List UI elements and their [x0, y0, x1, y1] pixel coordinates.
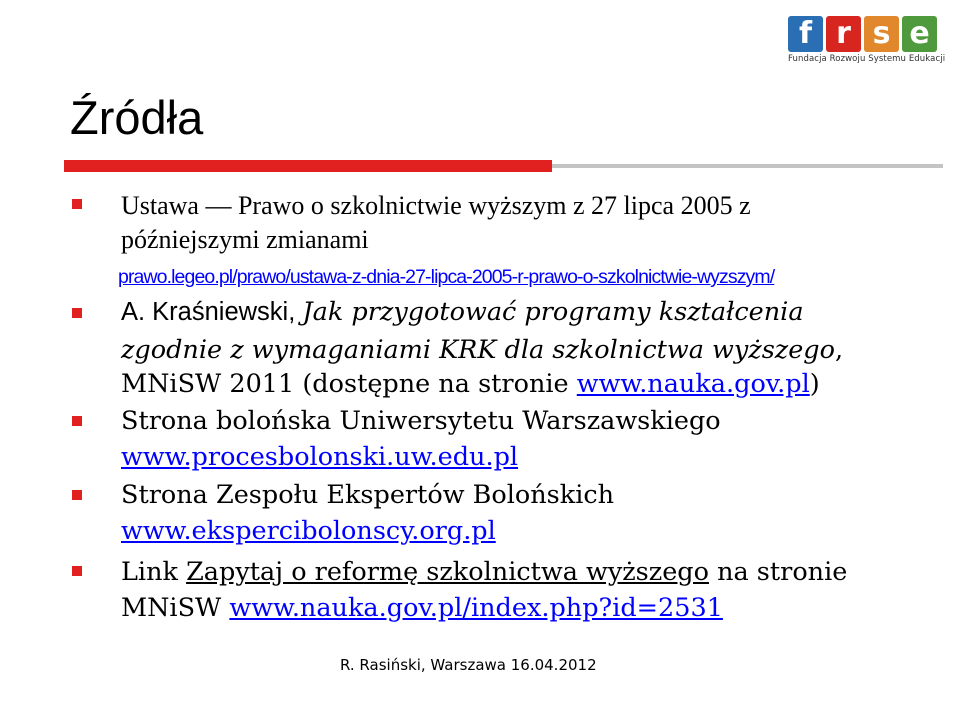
- item-2-comma: ,: [835, 335, 844, 365]
- item-1-url-link[interactable]: prawo.legeo.pl/prawo/ustawa-z-dnia-27-lipca-2005-r-prawo-o-szkolnictwie-wyzszym/: [118, 266, 775, 288]
- item-2-title-part-2: zgodnie z wymaganiami KRK dla szkolnictwa wyższego: [121, 335, 835, 365]
- item-3-line-1: Strona bolońska Uniwersytetu Warszawskiego: [121, 406, 721, 436]
- ekspercibolonscy-link[interactable]: www.ekspercibolonscy.org.pl: [121, 516, 496, 546]
- title-underline-gray: [552, 164, 943, 168]
- procesbolonski-link[interactable]: www.procesbolonski.uw.edu.pl: [121, 442, 519, 472]
- item-3-line-2: [121, 442, 518, 472]
- item-2-line-2: [121, 335, 843, 365]
- logo-letter-r: r: [826, 16, 861, 52]
- bullet-4: [72, 490, 82, 500]
- item-5-suffix: na stronie: [708, 557, 848, 587]
- item-2-author: A. Kraśniewski,: [121, 298, 303, 326]
- bullet-3: [72, 416, 82, 426]
- item-1-line-2: późniejszymi zmianami: [121, 225, 369, 254]
- logo-letter-f: f: [788, 16, 823, 52]
- item-5-line-2-text: MNiSW: [121, 593, 230, 623]
- item-2-line-1: [121, 297, 804, 327]
- bullet-2: [72, 308, 82, 318]
- item-5-line-2: [121, 593, 723, 623]
- nauka-gov-link[interactable]: www.nauka.gov.pl: [576, 369, 810, 399]
- item-5-line-1: [121, 557, 847, 587]
- bullet-5: [72, 566, 82, 576]
- logo-letter-s: s: [864, 16, 899, 52]
- zapytaj-o-reforme-link[interactable]: Zapytaj o reformę szkolnictwa wyższego: [186, 557, 709, 587]
- item-4-line-1: Strona Zespołu Ekspertów Bolońskich: [121, 480, 615, 510]
- title-underline-red: [64, 160, 552, 172]
- item-4-line-2: [121, 516, 496, 546]
- bullet-1: [72, 199, 82, 209]
- nauka-index-link[interactable]: www.nauka.gov.pl/index.php?id=2531: [229, 593, 723, 623]
- item-2-line-3: [121, 369, 820, 399]
- item-1-line-1: Ustawa — Prawo o szkolnictwie wyższym z 27 lipca 2005 z: [121, 191, 751, 220]
- frse-logo: [788, 16, 948, 66]
- item-5-prefix: Link: [121, 557, 187, 587]
- slide-title: Źródła: [70, 91, 204, 144]
- footer-credit: R. Rasiński, Warszawa 16.04.2012: [340, 656, 597, 674]
- logo-letter-e: e: [902, 16, 937, 52]
- logo-subtitle: Fundacja Rozwoju Systemu Edukacji: [788, 54, 946, 64]
- item-2-line-3-end: ): [809, 369, 820, 399]
- item-2-line-3-text: MNiSW 2011 (dostępne na stronie: [121, 369, 577, 399]
- item-2-title-part-1: Jak przygotować programy kształcenia: [302, 297, 804, 327]
